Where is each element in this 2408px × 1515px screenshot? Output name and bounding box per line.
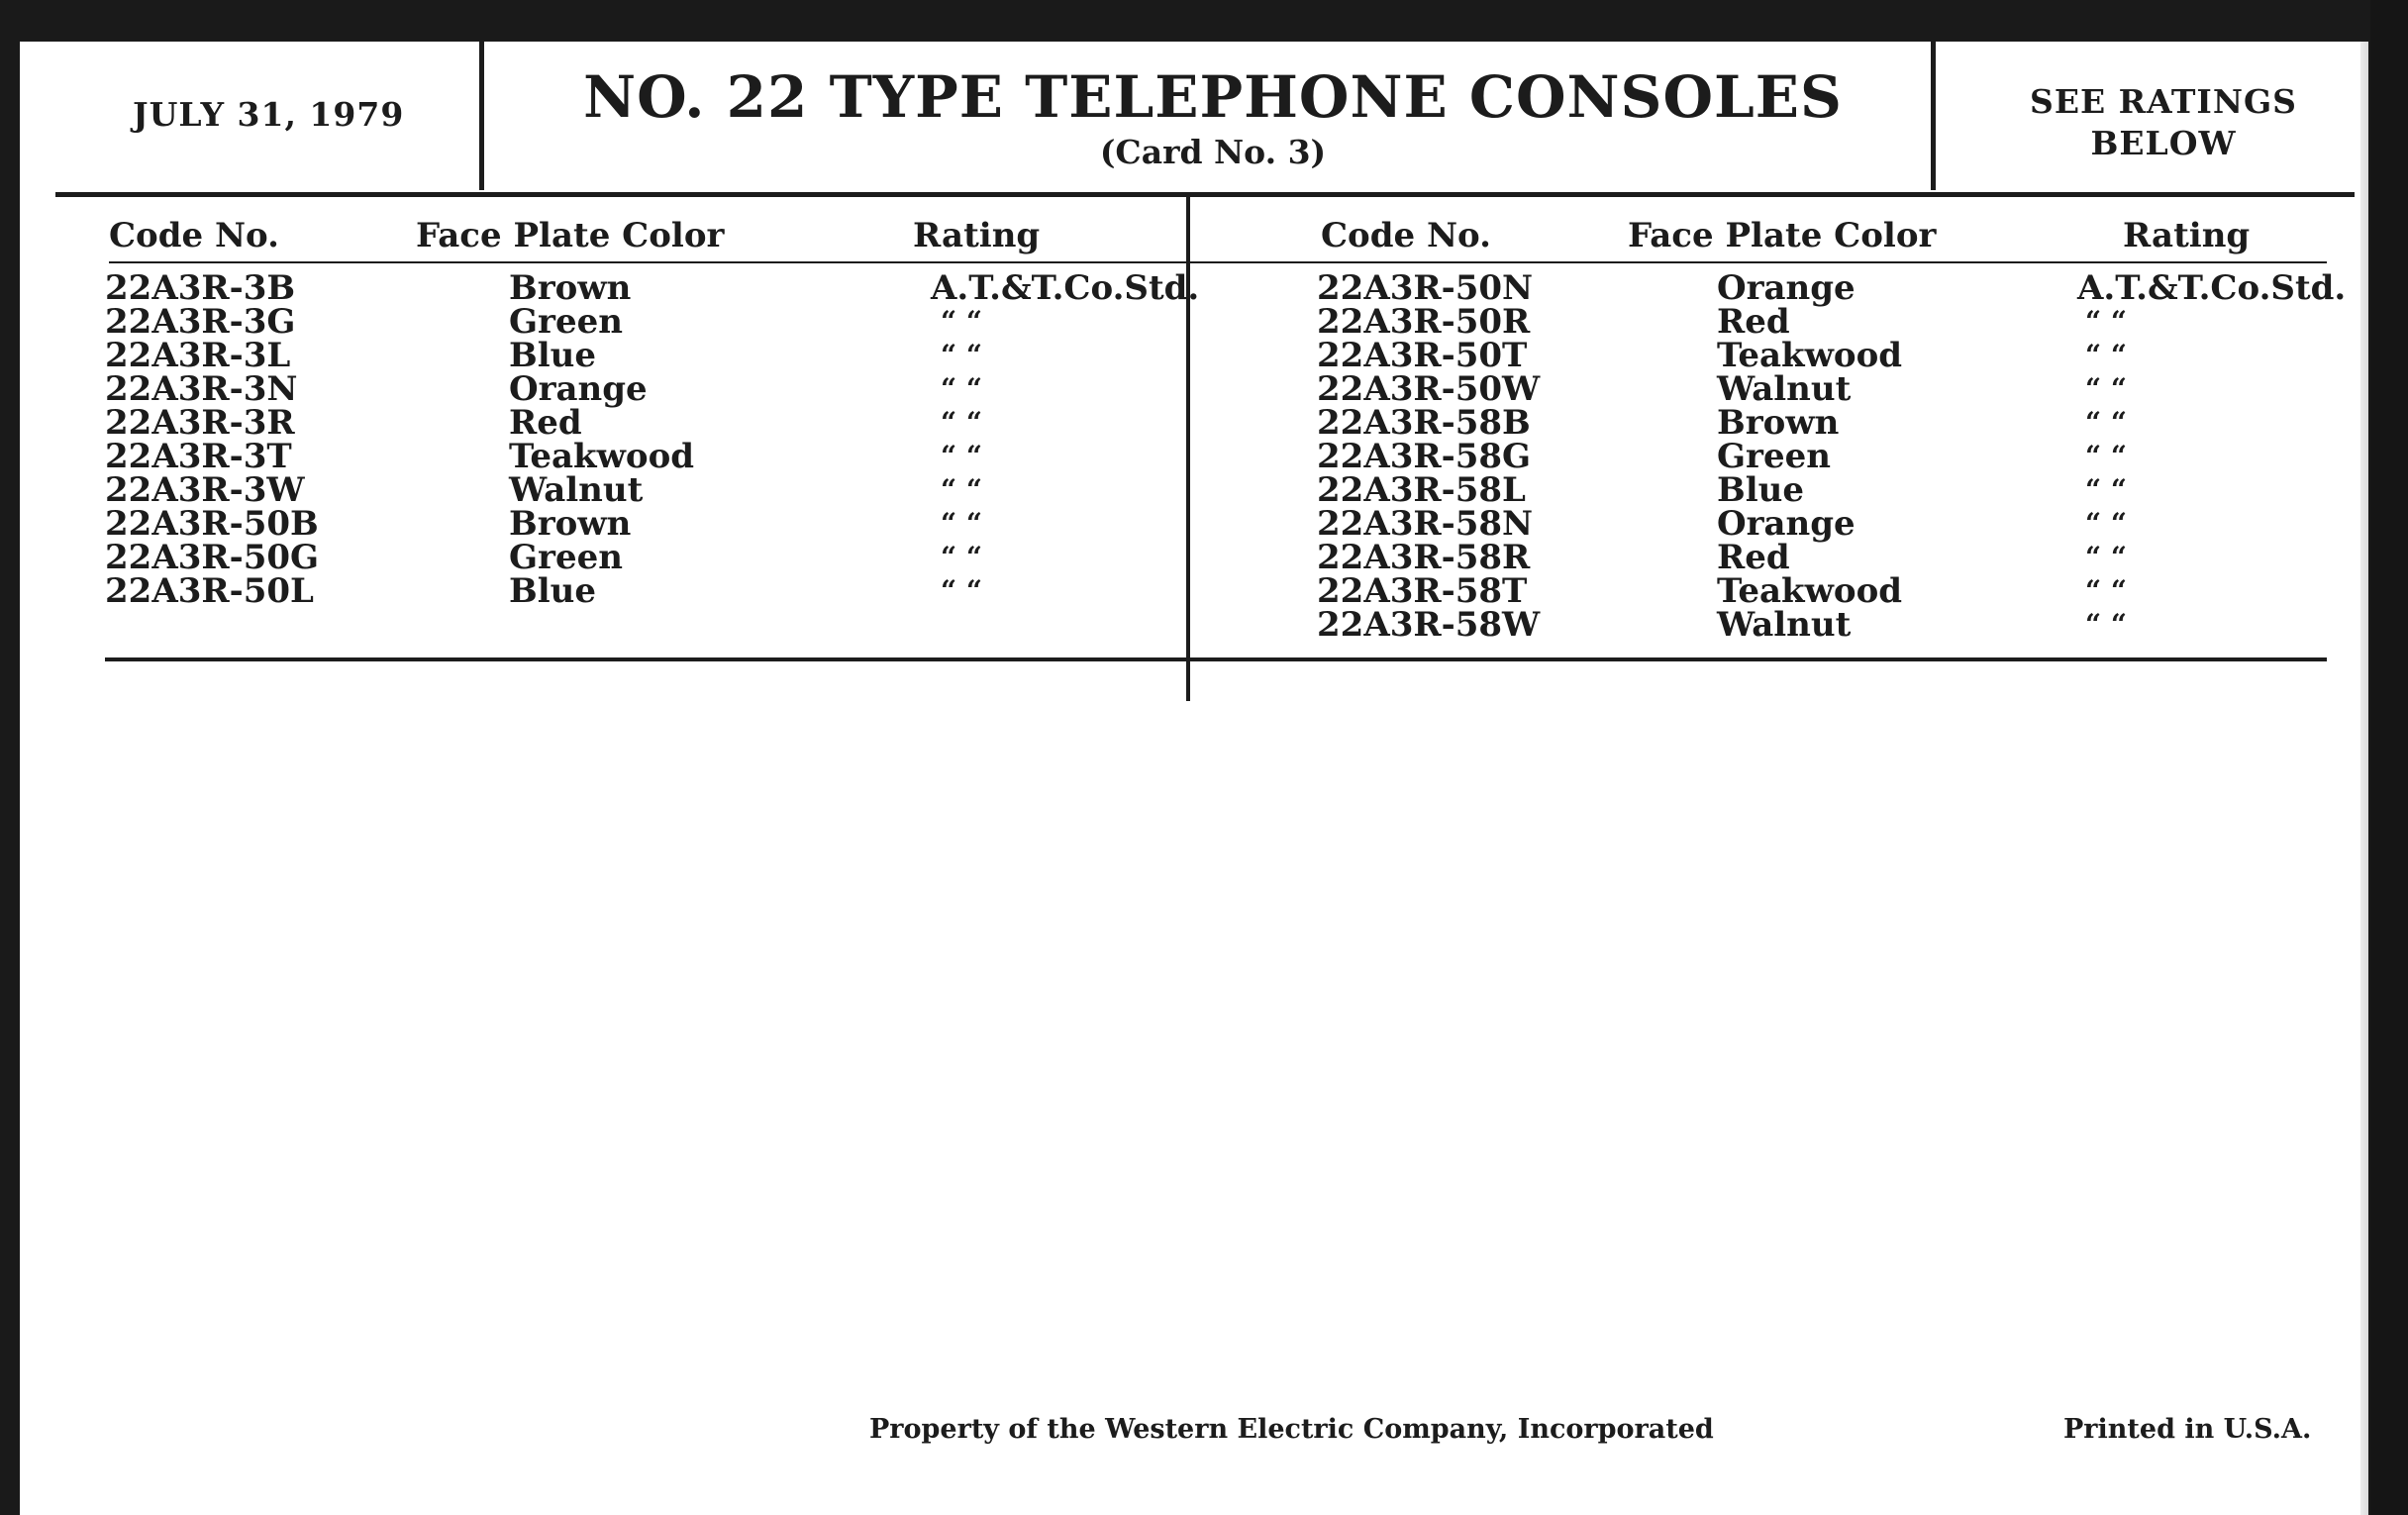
table-bottom-rule <box>105 657 2327 661</box>
cell-code: 22A3R-50R <box>1317 302 1531 342</box>
cell-rating: “ “ <box>941 507 982 540</box>
cell-rating: “ “ <box>2085 507 2127 540</box>
property-notice: Property of the Western Electric Company, Incorporated <box>869 1414 1714 1445</box>
cell-code: 22A3R-50L <box>105 571 314 611</box>
cell-rating: “ “ <box>941 541 982 573</box>
cell-code: 22A3R-58L <box>1317 470 1526 510</box>
table-row <box>1317 336 2357 375</box>
cell-color: Walnut <box>1717 605 1852 645</box>
cell-color: Orange <box>1717 268 1856 308</box>
cell-rating: “ “ <box>941 440 982 472</box>
table-row <box>1317 504 2357 544</box>
cell-code: 22A3R-50N <box>1317 268 1534 308</box>
table-row <box>1317 268 2357 308</box>
cell-color: Walnut <box>1717 369 1852 409</box>
ratings-note-line1: SEE RATINGS <box>2029 82 2298 121</box>
cell-color: Brown <box>509 504 632 544</box>
right-rows <box>1317 268 2357 645</box>
scan-edge <box>2370 0 2408 1515</box>
table-row <box>105 336 1184 375</box>
cell-code: 22A3R-58R <box>1317 538 1531 577</box>
cell-color: Blue <box>1717 470 1805 510</box>
table-row <box>105 571 1184 611</box>
cell-color: Red <box>509 403 582 443</box>
catalog-card <box>20 42 2368 1515</box>
header-divider-right <box>1931 42 1936 190</box>
left-header-color: Face Plate Color <box>416 216 725 255</box>
cell-code: 22A3R-50G <box>105 538 320 577</box>
cell-rating: “ “ <box>2085 406 2127 439</box>
cell-rating: “ “ <box>2085 473 2127 506</box>
table-row <box>1317 538 2357 577</box>
cell-rating: “ “ <box>2085 608 2127 641</box>
table-row <box>1317 437 2357 476</box>
ratings-note <box>1960 81 2366 164</box>
cell-code: 22A3R-3B <box>105 268 296 308</box>
table-row <box>105 302 1184 342</box>
cell-code: 22A3R-3R <box>105 403 295 443</box>
cell-code: 22A3R-50B <box>105 504 319 544</box>
cell-code: 22A3R-58B <box>1317 403 1531 443</box>
cell-rating: “ “ <box>2085 574 2127 607</box>
cell-color: Brown <box>509 268 632 308</box>
left-header-rating: Rating <box>913 216 1041 255</box>
cell-rating: “ “ <box>2085 372 2127 405</box>
cell-rating: “ “ <box>2085 440 2127 472</box>
cell-color: Green <box>509 538 623 577</box>
cell-color: Green <box>509 302 623 342</box>
cell-color: Teakwood <box>509 437 695 476</box>
table-row <box>105 504 1184 544</box>
card-header <box>20 42 2368 190</box>
cell-rating: “ “ <box>941 574 982 607</box>
cell-code: 22A3R-50T <box>1317 336 1528 375</box>
cell-color: Brown <box>1717 403 1840 443</box>
table-row <box>105 403 1184 443</box>
left-rows <box>105 268 1200 611</box>
cell-color: Green <box>1717 437 1831 476</box>
right-header-color: Face Plate Color <box>1628 216 1937 255</box>
table-row <box>1317 571 2357 611</box>
right-header-rating: Rating <box>2123 216 2251 255</box>
cell-code: 22A3R-58N <box>1317 504 1534 544</box>
cell-color: Teakwood <box>1717 571 1903 611</box>
printed-in: Printed in U.S.A. <box>2063 1414 2312 1445</box>
table-row <box>105 268 1200 308</box>
table-row <box>1317 302 2357 342</box>
cell-code: 22A3R-3W <box>105 470 305 510</box>
cell-color: Walnut <box>509 470 644 510</box>
cell-color: Red <box>1717 538 1790 577</box>
table-row <box>105 538 1184 577</box>
cell-color: Red <box>1717 302 1790 342</box>
cell-color: Blue <box>509 571 597 611</box>
right-header-underline <box>1190 261 2327 263</box>
cell-code: 22A3R-3L <box>105 336 291 375</box>
cell-code: 22A3R-50W <box>1317 369 1541 409</box>
cell-rating: “ “ <box>941 305 982 338</box>
card-title: NO. 22 TYPE TELEPHONE CONSOLES <box>583 63 1843 131</box>
header-rule <box>55 192 2355 197</box>
table-row <box>105 470 1184 510</box>
cell-color: Orange <box>1717 504 1856 544</box>
cell-rating: “ “ <box>941 473 982 506</box>
left-header-underline <box>109 261 1186 263</box>
cell-color: Orange <box>509 369 648 409</box>
cell-rating: “ “ <box>2085 339 2127 371</box>
cell-code: 22A3R-58G <box>1317 437 1532 476</box>
cell-rating: “ “ <box>941 406 982 439</box>
cell-code: 22A3R-58T <box>1317 571 1528 611</box>
table-row <box>1317 369 2357 409</box>
table-row <box>105 437 1184 476</box>
table-row <box>1317 403 2357 443</box>
cell-rating: A.T.&T.Co.Std. <box>2077 268 2347 308</box>
cell-rating: A.T.&T.Co.Std. <box>931 268 1200 308</box>
issue-date: JULY 31, 1979 <box>133 95 405 134</box>
left-header-code: Code No. <box>109 216 279 255</box>
table-row <box>1317 470 2357 510</box>
cell-color: Blue <box>509 336 597 375</box>
right-header-code: Code No. <box>1321 216 1491 255</box>
cell-code: 22A3R-3T <box>105 437 292 476</box>
cell-rating: “ “ <box>941 339 982 371</box>
cell-code: 22A3R-3N <box>105 369 298 409</box>
table-row <box>1317 605 2357 645</box>
cell-rating: “ “ <box>2085 541 2127 573</box>
table-row <box>105 369 1184 409</box>
cell-rating: “ “ <box>941 372 982 405</box>
cell-code: 22A3R-3G <box>105 302 296 342</box>
card-subtitle: (Card No. 3) <box>1099 133 1327 171</box>
cell-color: Teakwood <box>1717 336 1903 375</box>
ratings-note-line2: BELOW <box>2090 124 2237 162</box>
cell-rating: “ “ <box>2085 305 2127 338</box>
cell-code: 22A3R-58W <box>1317 605 1541 645</box>
